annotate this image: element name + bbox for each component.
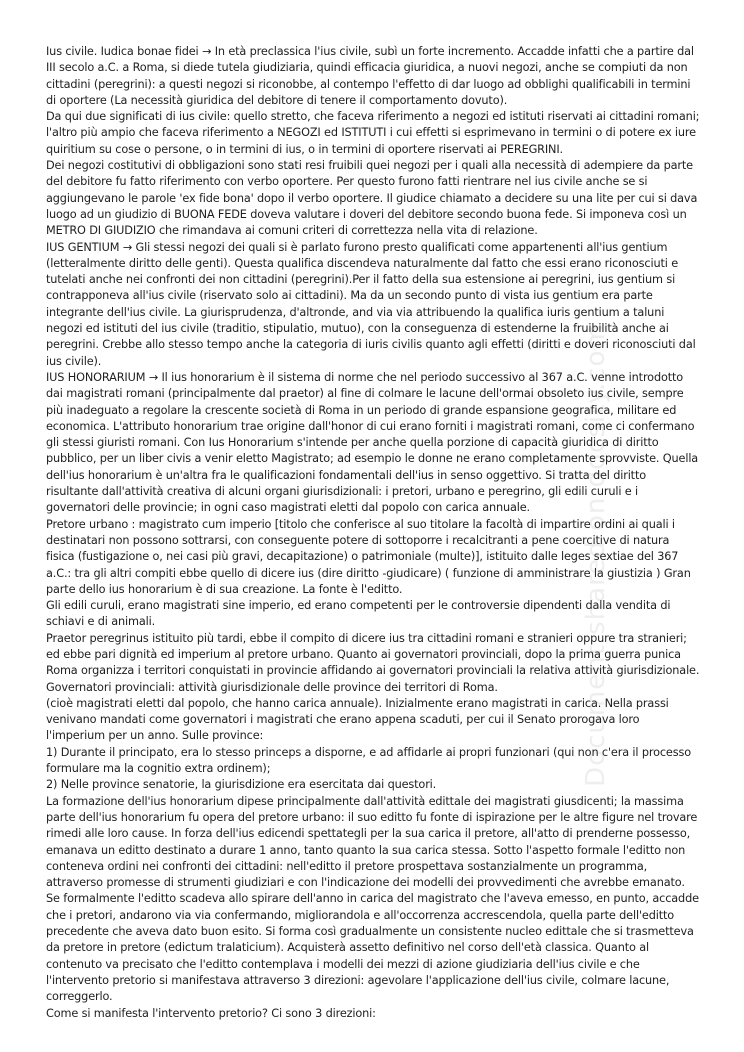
watermark: Document shared on docsity.com: [581, 323, 611, 787]
paragraph-praetor-peregrinus: Praetor peregrinus istituito più tardi, ebbe il compito di dicere ius tra cittadini romani e stranieri oppure tra stranieri; ed ebbe pari dignità ed imperium al pretore urbano. Quanto ai governatori provinciali, dopo la prima guerra punica Roma organizza i territori conquistati in provincie affidando ai governatori provinciali la relativa attività giurisdizionale.: [46, 631, 700, 678]
paragraph-list-item-1: 1) Durante il principato, era lo stesso princeps a disporne, e ad affidarle ai propri funzionari (qui non c'era il processo formulare ma la cognitio extra ordinem);: [46, 745, 691, 776]
paragraph-pretore-urbano: Pretore urbano : magistrato cum imperio [titolo che conferisce al suo titolare la facoltà di impartire ordini ai quali i destinatari non possono sottrarsi, con conseguente potere di sottoporre i recalcitranti a pene coercitive di natura fisica (fustigazione o, nei casi più gravi, decapitazione) o patrimoniale (multe)], istituito dalle leges sextiae del 367 a.C.: tra gli altri compiti ebbe quello di dicere ius (dire diritto -giudicare) ( funzione di amministrare la giustizia ) Gran parte dello ius honorarium è di sua creazione. La fonte è l'editto.: [46, 517, 691, 596]
paragraph-negozi: Dei negozi costitutivi di obbligazioni sono stati resi fruibili quei negozi per i quali alla necessità di adempiere da parte del debitore fu fatto riferimento con verbo oportere. Per questo furono fatti rientrare nel ius civile anche se si aggiungevano le parole 'ex fide bona' dopo il verbo oportere. Il giudice chiamato a decidere su una lite per cui si dava luogo ad un giudizio di BUONA FEDE doveva valutare i doveri del debitore secondo buona fede. Si imponeva così un METRO DI GIUDIZIO che rimandava ai comuni criteri di correttezza nella vita di relazione.: [46, 159, 698, 238]
paragraph-magistrati-eletti: (cioè magistrati eletti dal popolo, che hanno carica annuale). Inizialmente erano magistrati in carica. Nella prassi venivano mandati come governatori i magistrati che erano appena scaduti, per cui il Senato prorogava loro l'imperium per un anno. Sulle province:: [46, 696, 669, 743]
paragraph-formazione: La formazione dell'ius honorarium dipese principalmente dall'attività edittale dei magistrati giusdicenti; la massima parte dell'ius honorarium fu opera del pretore urbano: il suo editto fu fonte di ispirazione per le altre figure nel trovare rimedi alle loro cause. In forza dell'ius edicendi spettategli per la sua carica il pretore, all'atto di prenderne possesso, emanava un editto destinato a durare 1 anno, tanto quanto la sua carica stessa. Sotto l'aspetto formale l'editto non conteneva ordini nei confronti dei cittadini: nell'editto il pretore prospettava sostanzialmente un programma, attraverso promesse di strumenti giudiziari e con l'indicazione dei modelli dei provvedimenti che avrebbe emanato. Se formalmente l'editto scadeva allo spirare dell'anno in carica del magistrato che l'aveva emesso, en punto, accadde che i pretori, andarono via via confermando, migliorandola e all'occorrenza accrescendola, quella parte dell'editto precedente che aveva dato buon esito. Si forma così gradualmente un consistente nucleo edittale che si trasmetteva da pretore in pretore (edictum tralaticium). Acquisterà assetto definitivo nel corso dell'età classica. Quanto al contenuto va precisato che l'editto contemplava i modelli dei mezzi di azione giudiziaria dell'ius civile e che l'intervento pretorio si manifestava attraverso 3 direzioni: agevolare l'applicazione dell'ius civile, colmare lacune, correggerlo.: [46, 794, 699, 1004]
paragraph-significati: Da qui due significati di ius civile: quello stretto, che faceva riferimento a negozi ed istituti riservati ai cittadini romani; l'altro più ampio che faceva riferimento a NEGOZI ed ISTITUTI i cui effetti si esprimevano in termini o di potere ex iure quiritium su cose o persone, o in termini di ius, o in termini di oportere riservati ai PEREGRINI.: [46, 110, 700, 156]
paragraph-ius-honorarium: IUS HONORARIUM → Il ius honorarium è il sistema di norme che nel periodo successivo al 367 a.C. venne introdotto dai magistrati romani (principalmente dal praetor) al fine di colmare le lacune dell'ormai obsoleto ius civile, sempre più inadeguato a regolare la crescente società di Roma in un periodo di grande espansione geografica, militare ed economica. L'attributo honorarium trae origine dall'honor di cui erano forniti i magistrati romani, come ci confermano gli stessi giuristi romani. Con Ius Honorarium s'intende per anche quella porzione di capacità giuridica di diritto pubblico, per un liber civis a venir eletto Magistrato; ad esempio le donne ne erano completamente sprovviste. Quella dell'ius honorarium è un'altra fra le qualificazioni fondamentali dell'ius in senso oggettivo. Si tratta del diritto risultante dall'attività creativa di alcuni organi giurisdizionali: i pretori, urbano e peregrino, gli edili curuli e i governatori delle provincie; in ogni caso magistrati eletti dal popolo con carica annuale.: [46, 370, 699, 515]
paragraph-list-item-2: 2) Nelle province senatorie, la giurisdizione era esercitata dai questori.: [46, 778, 437, 792]
paragraph-governatori: Governatori provinciali: attività giurisdizionale delle province dei territori di Roma.: [46, 680, 498, 694]
paragraph-edili-curuli: Gli edili curuli, erano magistrati sine imperio, ed erano competenti per le controversie dipendenti dalla vendita di schiavi e di animali.: [46, 599, 671, 629]
paragraph-domanda: Come si manifesta l'intervento pretorio? Ci sono 3 direzioni:: [46, 1006, 376, 1020]
paragraph-ius-civile: Ius civile. Iudica bonae fidei → In età preclassica l'ius civile, subì un forte incremento. Accadde infatti che a partire dal III secolo a.C. a Roma, si diede tutela giudiziaria, quindi efficacia giuridica, a nuovi negozi, anche se compiuti da non cittadini (peregrini): a questi negozi si riconobbe, al contempo l'effetto di dar luogo ad obblighi qualificabili in termini di oportere (La necessità giuridica del debitore di tenere il comportamento dovuto).: [46, 45, 694, 107]
paragraph-ius-gentium: IUS GENTIUM → Gli stessi negozi dei quali si è parlato furono presto qualificati come appartenenti all'ius gentium (letteralmente diritto delle genti). Questa qualifica discendeva naturalmente dal fatto che essi erano riconosciuti e tutelati anche nei confronti dei non cittadini (peregrini).Per il fatto della sua estensione ai peregrini, ius gentium si contrapponeva all'ius civile (riservato solo ai cittadini). Ma da un secondo punto di vista ius gentium era parte integrante dell'ius civile. La giurisprudenza, d'altronde, and via via attribuendo la qualifica iuris gentium a taluni negozi ed istituti del ius civile (traditio, stipulatio, mutuo), con la conseguenza di estenderne la fruibilità anche ai peregrini. Crebbe allo stesso tempo anche la categoria di iuris civilis quanto agli effetti (diritti e doveri riconosciuti dal ius civile).: [46, 240, 696, 368]
